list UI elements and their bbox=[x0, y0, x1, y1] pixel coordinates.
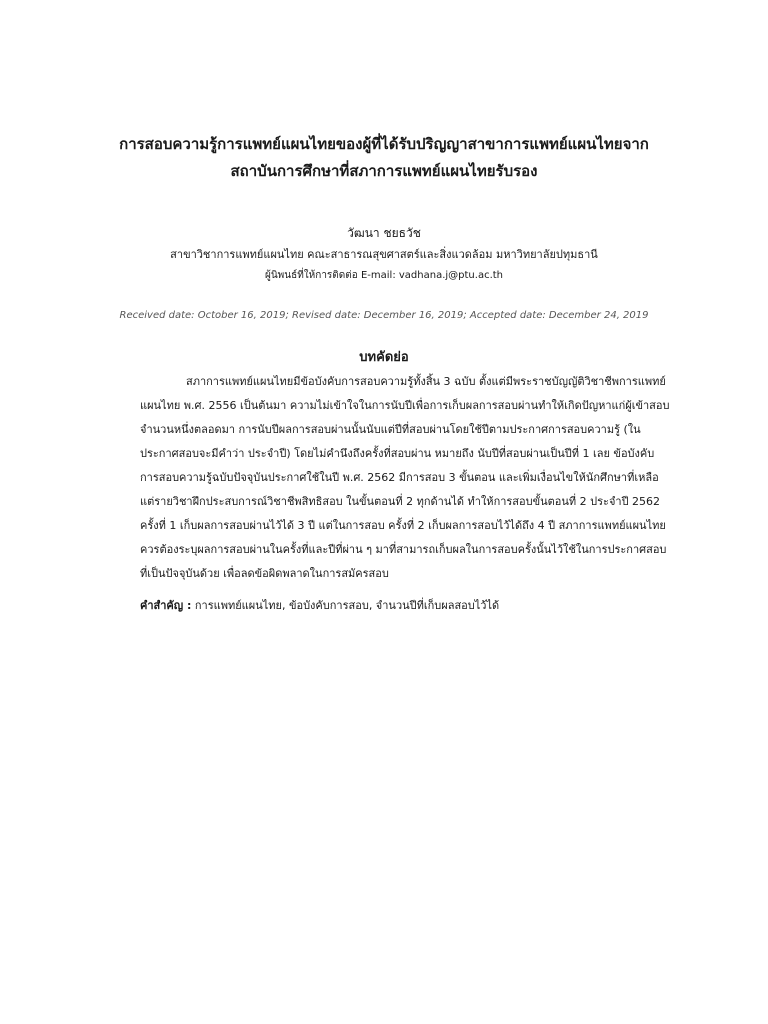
corresponding-contact: ผู้นิพนธ์ที่ให้การติดต่อ E-mail: vadhana.j@ptu.ac.th bbox=[264, 270, 504, 281]
submission-dates: Received date: October 16, 2019; Revised date: December 16, 2019; Accepted date: December 24, 2019 bbox=[119, 310, 649, 321]
abstract-line: ประกาศสอบจะมีคำว่า ประจำปี) โดยไม่คำนึงถึงครั้งที่สอบผ่าน หมายถึง นับปีที่สอบผ่านเป็นปีที่ 1 เลย ข้อบังคับ bbox=[140, 447, 655, 460]
abstract-line: การสอบความรู้ฉบับปัจจุบันประกาศใช้ในปี พ.ศ. 2562 มีการสอบ 3 ขั้นตอน และเพิ่มเงื่อนไขให้นักศึกษาที่เหลือ bbox=[140, 471, 659, 484]
abstract-line: จำนวนหนึ่งตลอดมา การนับปีผลการสอบผ่านนั้นนับแต่ปีที่สอบผ่านโดยใช้ปีตามประกาศการสอบความรู้ (ใน bbox=[140, 423, 641, 436]
paper-title-line-1: การสอบความรู้การแพทย์แผนไทยของผู้ที่ได้รับปริญญาสาขาการแพทย์แผนไทยจาก bbox=[119, 135, 649, 153]
abstract-line: ครั้งที่ 1 เก็บผลการสอบผ่านไว้ได้ 3 ปี แต่ในการสอบ ครั้งที่ 2 เก็บผลการสอบไว้ได้ถึง 4 ปี สภาการแพทย์แผนไทย bbox=[140, 519, 666, 532]
keywords-label: คำสำคัญ : bbox=[140, 599, 192, 612]
author-name: วัฒนา ชยธวัช bbox=[347, 226, 421, 240]
keywords-list: การแพทย์แผนไทย, ข้อบังคับการสอบ, จำนวนปีที่เก็บผลสอบไว้ได้ bbox=[191, 599, 500, 612]
keywords bbox=[140, 596, 676, 616]
abstract-line: แผนไทย พ.ศ. 2556 เป็นต้นมา ความไม่เข้าใจในการนับปีเพื่อการเก็บผลการสอบผ่านทำให้เกิดปัญหาแก่ผู้เข้าสอบ bbox=[140, 399, 670, 412]
abstract-line: ควรต้องระบุผลการสอบผ่านในครั้งที่และปีที่ผ่าน ๆ มาที่สามารถเก็บผลในการสอบครั้งนั้นไว้ใช้ในการประกาศสอบ bbox=[140, 543, 667, 556]
abstract-heading: บทคัดย่อ bbox=[359, 350, 409, 365]
abstract-line: ที่เป็นปัจจุบันด้วย เพื่อลดข้อผิดพลาดในการสมัครสอบ bbox=[140, 567, 389, 580]
abstract-line: แต่รายวิชาฝึกประสบการณ์วิชาชีพสิทธิสอบ ในขั้นตอนที่ 2 ทุกด้านได้ ทำให้การสอบขั้นตอนที่ 2 ประจำปี 2562 bbox=[140, 495, 661, 508]
author-affiliation: สาขาวิชาการแพทย์แผนไทย คณะสาธารณสุขศาสตร์และสิ่งแวดล้อม มหาวิทยาลัยปทุมธานี bbox=[170, 248, 598, 261]
paper-title-line-2: สถาบันการศึกษาที่สภาการแพทย์แผนไทยรับรอง bbox=[230, 162, 538, 180]
abstract-line: สภาการแพทย์แผนไทยมีข้อบังคับการสอบความรู้ทั้งสิ้น 3 ฉบับ ตั้งแต่มีพระราชบัญญัติวิชาชีพการแพทย์ bbox=[186, 375, 666, 388]
